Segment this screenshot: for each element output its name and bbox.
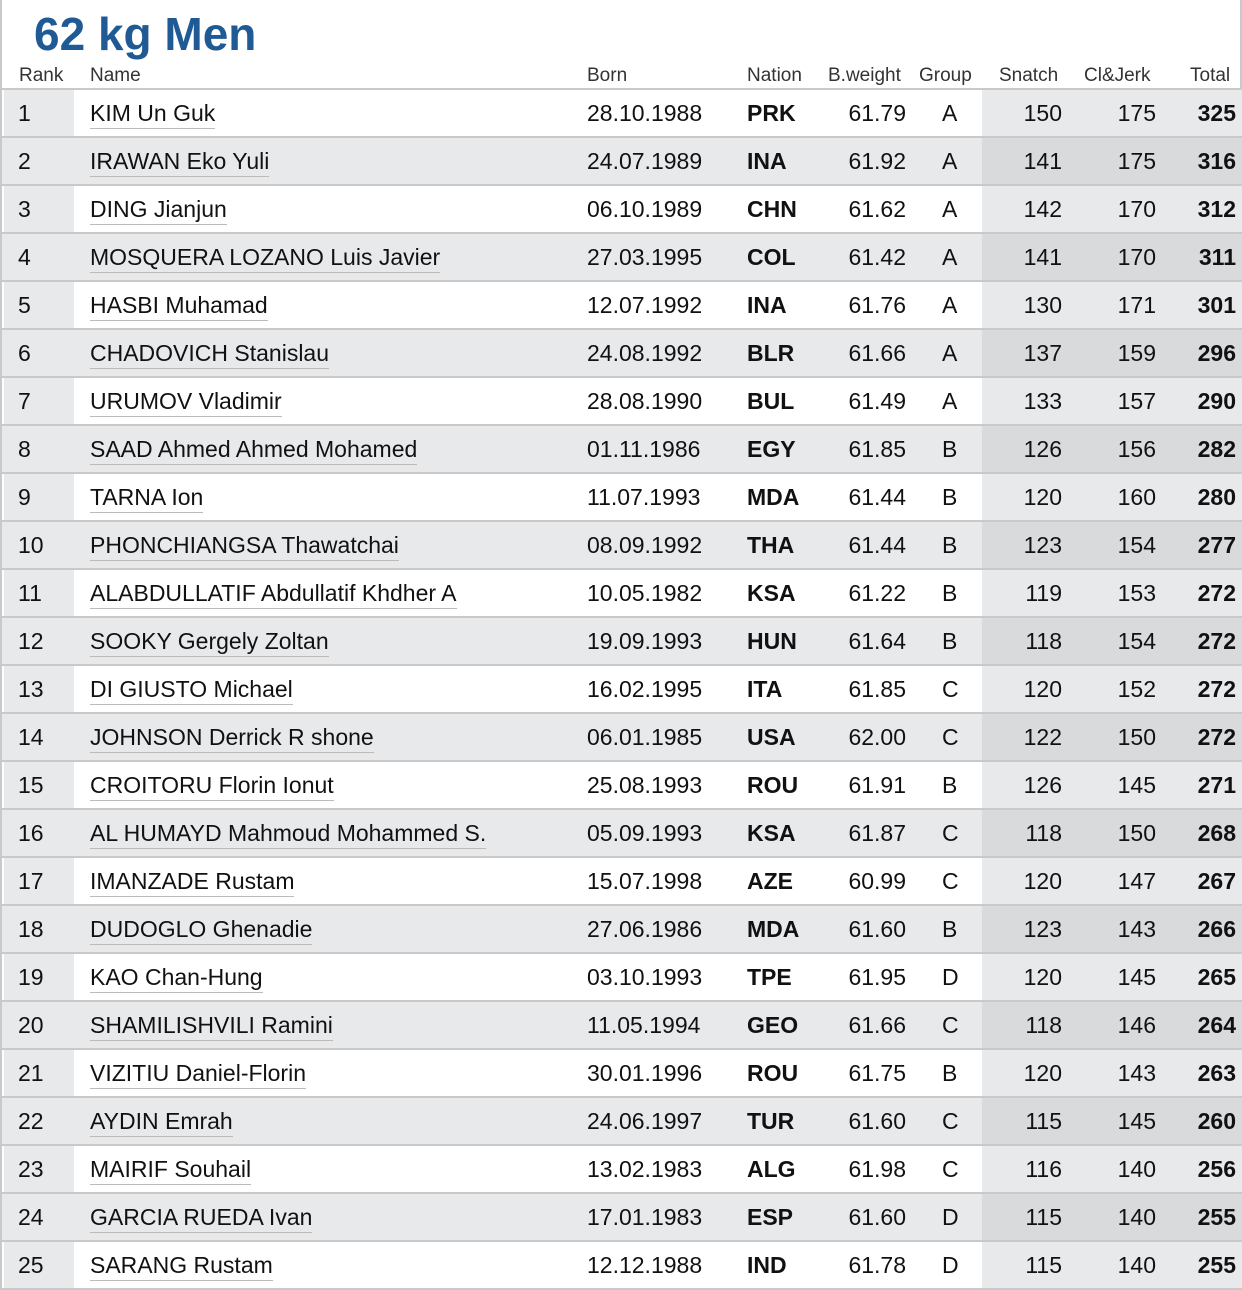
cell-cljerk: 159 [1117,340,1156,366]
cell-nation: ROU [747,1060,799,1086]
cell-bweight: 61.79 [848,100,906,126]
cell-born: 03.10.1993 [587,964,703,990]
cell-total: 316 [1197,148,1236,174]
cell-cljerk: 153 [1117,580,1156,606]
cell-snatch: 115 [1025,1108,1062,1134]
cell-nation: ITA [747,676,783,702]
cell-group: A [942,244,958,270]
cell-cljerk: 154 [1117,532,1156,558]
cell-rank: 7 [18,388,31,414]
table-row [2,330,1242,378]
cell-group: D [942,964,959,990]
cell-snatch: 150 [1023,100,1062,126]
cell-rank: 24 [18,1204,44,1230]
cell-cljerk: 147 [1117,868,1156,894]
cell-snatch: 123 [1023,532,1062,558]
cell-snatch: 142 [1023,196,1062,222]
cell-total: 255 [1197,1204,1236,1230]
table-row [2,1146,1242,1194]
cell-name[interactable]: MOSQUERA LOZANO Luis Javier [90,244,440,273]
cell-name[interactable]: AYDIN Emrah [90,1108,233,1137]
cell-total: 282 [1197,436,1236,462]
table-row [2,1194,1242,1242]
cell-rank: 25 [18,1252,44,1278]
cell-nation: ROU [747,772,799,798]
cell-bweight: 61.76 [848,292,906,318]
cell-nation: INA [747,292,787,318]
table-row [2,1098,1242,1146]
cell-rank: 23 [18,1156,44,1182]
cell-rank: 2 [18,148,31,174]
cell-name[interactable]: KAO Chan-Hung [90,964,263,993]
cell-snatch: 133 [1023,388,1062,414]
table-row [2,618,1242,666]
header-rank: Rank [19,65,64,86]
cell-cljerk: 160 [1117,484,1156,510]
table-row [2,906,1242,954]
cell-cljerk: 156 [1117,436,1156,462]
rank-cell-bg [4,378,74,424]
cell-rank: 18 [18,916,44,942]
header-name: Name [90,65,141,86]
cell-snatch: 137 [1023,340,1062,366]
cell-cljerk: 150 [1117,724,1156,750]
cell-name[interactable]: TARNA Ion [90,484,203,513]
cell-bweight: 62.00 [848,724,906,750]
table-row [2,570,1242,618]
cell-total: 311 [1198,244,1236,270]
cell-born: 12.07.1992 [587,292,703,318]
cell-cljerk: 140 [1117,1252,1156,1278]
table-row [2,378,1242,426]
cell-rank: 6 [18,340,31,366]
cell-snatch: 120 [1023,676,1062,702]
cell-nation: MDA [747,916,800,942]
cell-nation: CHN [747,196,797,222]
table-row [2,1050,1242,1098]
header-nation: Nation [747,65,802,86]
cell-rank: 9 [18,484,31,510]
cell-snatch: 141 [1023,148,1062,174]
cell-bweight: 61.64 [848,628,906,654]
cell-snatch: 118 [1025,628,1062,654]
cell-total: 290 [1197,388,1236,414]
table-row [2,426,1242,474]
cell-nation: EGY [747,436,796,462]
cell-snatch: 116 [1025,1156,1062,1182]
table-row [2,90,1242,138]
rank-cell-bg [4,138,74,184]
cell-nation: MDA [747,484,800,510]
rank-cell-bg [4,186,74,232]
cell-group: C [942,676,959,702]
rank-cell-bg [4,426,74,472]
table-row [2,186,1242,234]
cell-born: 16.02.1995 [587,676,703,702]
cell-total: 301 [1197,292,1236,318]
table-row [2,234,1242,282]
cell-rank: 5 [18,292,31,318]
cell-name[interactable]: IMANZADE Rustam [90,868,294,897]
cell-born: 06.01.1985 [587,724,703,750]
cell-group: C [942,1108,959,1134]
cell-born: 27.03.1995 [587,244,703,270]
cell-rank: 22 [18,1108,44,1134]
cell-bweight: 61.62 [848,196,906,222]
cell-cljerk: 170 [1117,196,1156,222]
cell-born: 30.01.1996 [587,1060,703,1086]
table-header [2,62,1242,90]
cell-group: B [942,628,958,654]
cell-snatch: 141 [1023,244,1062,270]
cell-cljerk: 152 [1117,676,1156,702]
cell-total: 296 [1197,340,1236,366]
cell-name[interactable]: HASBI Muhamad [90,292,268,321]
cell-group: C [942,724,959,750]
cell-cljerk: 143 [1117,1060,1156,1086]
cell-bweight: 60.99 [848,868,906,894]
cell-nation: COL [747,244,796,270]
cell-bweight: 61.75 [848,1060,906,1086]
cell-born: 17.01.1983 [587,1204,703,1230]
table-row [2,666,1242,714]
cell-total: 255 [1197,1252,1236,1278]
cell-bweight: 61.85 [848,436,906,462]
cell-snatch: 122 [1023,724,1062,750]
cell-snatch: 119 [1025,580,1062,606]
cell-born: 12.12.1988 [587,1252,703,1278]
cell-snatch: 118 [1025,1012,1062,1038]
table-row [2,810,1242,858]
cell-group: A [942,292,958,318]
cell-cljerk: 157 [1117,388,1156,414]
cell-born: 24.08.1992 [587,340,703,366]
cell-total: 312 [1197,196,1236,222]
cell-rank: 10 [18,532,44,558]
cell-total: 325 [1197,100,1236,126]
cell-total: 267 [1197,868,1236,894]
header-group: Group [919,65,972,86]
cell-rank: 17 [18,868,44,894]
cell-cljerk: 175 [1117,148,1156,174]
cell-total: 280 [1197,484,1236,510]
cell-cljerk: 143 [1117,916,1156,942]
cell-rank: 15 [18,772,44,798]
cell-total: 263 [1197,1060,1236,1086]
cell-born: 08.09.1992 [587,532,703,558]
cell-cljerk: 145 [1117,1108,1156,1134]
cell-name[interactable]: DING Jianjun [90,196,227,225]
table-row [2,1002,1242,1050]
cell-group: B [942,1060,958,1086]
cell-cljerk: 175 [1117,100,1156,126]
cell-born: 05.09.1993 [587,820,703,846]
cell-snatch: 120 [1023,1060,1062,1086]
cell-group: C [942,1156,959,1182]
rank-cell-bg [4,474,74,520]
cell-group: B [942,772,958,798]
cell-snatch: 130 [1023,292,1062,318]
cell-bweight: 61.44 [848,532,906,558]
cell-name[interactable]: DI GIUSTO Michael [90,676,293,705]
cell-group: B [942,436,958,462]
cell-cljerk: 145 [1117,964,1156,990]
cell-snatch: 120 [1023,964,1062,990]
rank-cell-bg [4,330,74,376]
cell-name[interactable]: KIM Un Guk [90,100,215,129]
rank-cell-bg [4,234,74,280]
cell-total: 266 [1197,916,1236,942]
table-row [2,858,1242,906]
table-row [2,714,1242,762]
cell-born: 06.10.1989 [587,196,703,222]
header-total: Total [1190,65,1231,86]
cell-nation: TUR [747,1108,795,1134]
rank-cell-bg [4,282,74,328]
cell-born: 11.05.1994 [587,1012,701,1038]
cell-name[interactable]: PHONCHIANGSA Thawatchai [90,532,399,561]
cell-rank: 8 [18,436,31,462]
cell-bweight: 61.98 [848,1156,906,1182]
cell-nation: BUL [747,388,795,414]
cell-bweight: 61.91 [848,772,906,798]
cell-cljerk: 146 [1117,1012,1156,1038]
cell-group: A [942,196,958,222]
cell-rank: 1 [18,100,31,126]
cell-snatch: 115 [1025,1252,1062,1278]
cell-rank: 20 [18,1012,44,1038]
cell-nation: ESP [747,1204,794,1230]
cell-rank: 13 [18,676,44,702]
cell-total: 272 [1197,580,1236,606]
cell-total: 277 [1197,532,1236,558]
cell-group: B [942,916,958,942]
cell-group: D [942,1204,959,1230]
cell-nation: KSA [747,820,796,846]
cell-group: D [942,1252,959,1278]
cell-group: A [942,388,958,414]
cell-bweight: 61.87 [848,820,906,846]
cell-total: 264 [1197,1012,1236,1038]
cell-bweight: 61.22 [848,580,906,606]
cell-snatch: 115 [1025,1204,1062,1230]
rank-cell-bg [4,90,74,136]
cell-snatch: 120 [1023,868,1062,894]
cell-nation: TPE [747,964,792,990]
cell-name[interactable]: GARCIA RUEDA Ivan [90,1204,312,1233]
cell-nation: IND [747,1252,787,1278]
cell-nation: AZE [747,868,793,894]
cell-rank: 14 [18,724,44,750]
page-title: 62 kg Men [34,8,257,60]
cell-snatch: 126 [1023,436,1062,462]
cell-nation: THA [747,532,795,558]
cell-bweight: 61.60 [848,1204,906,1230]
header-snatch: Snatch [999,65,1059,86]
cell-cljerk: 171 [1117,292,1156,318]
cell-group: C [942,1012,959,1038]
cell-bweight: 61.78 [848,1252,906,1278]
cell-bweight: 61.85 [848,676,906,702]
cell-group: A [942,100,958,126]
table-row [2,954,1242,1002]
cell-cljerk: 140 [1117,1204,1156,1230]
cell-bweight: 61.60 [848,916,906,942]
cell-name[interactable]: DUDOGLO Ghenadie [90,916,312,945]
cell-rank: 4 [18,244,31,270]
cell-bweight: 61.60 [848,1108,906,1134]
cell-cljerk: 170 [1117,244,1156,270]
cell-total: 256 [1197,1156,1236,1182]
cell-born: 10.05.1982 [587,580,703,606]
cell-snatch: 120 [1023,484,1062,510]
cell-name[interactable]: SAAD Ahmed Ahmed Mohamed [90,436,417,465]
table-row [2,522,1242,570]
cell-snatch: 123 [1023,916,1062,942]
cell-born: 11.07.1993 [587,484,701,510]
table-row [2,282,1242,330]
cell-rank: 19 [18,964,44,990]
cell-born: 28.10.1988 [587,100,703,126]
cell-born: 24.06.1997 [587,1108,703,1134]
cell-group: B [942,484,958,510]
cell-group: A [942,340,958,366]
cell-name[interactable]: URUMOV Vladimir [90,388,282,417]
cell-total: 265 [1197,964,1236,990]
cell-born: 25.08.1993 [587,772,703,798]
table-row [2,762,1242,810]
cell-born: 01.11.1986 [587,436,701,462]
cell-born: 15.07.1998 [587,868,703,894]
cell-name[interactable]: CHADOVICH Stanislau [90,340,329,369]
cell-born: 19.09.1993 [587,628,703,654]
cell-bweight: 61.92 [848,148,906,174]
cell-name[interactable]: IRAWAN Eko Yuli [90,148,269,177]
cell-nation: USA [747,724,796,750]
cell-born: 28.08.1990 [587,388,703,414]
cell-group: C [942,820,959,846]
cell-snatch: 118 [1025,820,1062,846]
cell-rank: 12 [18,628,44,654]
header-born: Born [587,65,628,86]
cell-rank: 3 [18,196,31,222]
cell-name[interactable]: AL HUMAYD Mahmoud Mohammed S. [90,820,486,849]
results-table [2,90,1242,1290]
cell-total: 271 [1197,772,1236,798]
cell-born: 24.07.1989 [587,148,703,174]
cell-name[interactable]: CROITORU Florin Ionut [90,772,334,801]
cell-name[interactable]: SHAMILISHVILI Ramini [90,1012,333,1041]
cell-rank: 16 [18,820,44,846]
cell-bweight: 61.66 [848,340,906,366]
cell-total: 268 [1197,820,1236,846]
cell-snatch: 126 [1023,772,1062,798]
cell-bweight: 61.95 [848,964,906,990]
cell-group: C [942,868,959,894]
header-bweight: B.weight [828,65,901,86]
cell-rank: 11 [18,580,42,606]
cell-name[interactable]: SOOKY Gergely Zoltan [90,628,329,657]
cell-group: B [942,580,958,606]
table-row [2,1242,1242,1290]
cell-name[interactable]: SARANG Rustam [90,1252,273,1281]
cell-total: 272 [1197,628,1236,654]
cell-nation: PRK [747,100,796,126]
cell-group: A [942,148,958,174]
cell-cljerk: 145 [1117,772,1156,798]
cell-bweight: 61.66 [848,1012,906,1038]
cell-bweight: 61.42 [848,244,906,270]
cell-born: 27.06.1986 [587,916,703,942]
cell-name[interactable]: JOHNSON Derrick R shone [90,724,374,753]
cell-total: 272 [1197,724,1236,750]
cell-nation: HUN [747,628,797,654]
cell-born: 13.02.1983 [587,1156,703,1182]
table-row [2,138,1242,186]
cell-name[interactable]: ALABDULLATIF Abdullatif Khdher A [90,580,457,609]
cell-bweight: 61.49 [848,388,906,414]
cell-cljerk: 150 [1117,820,1156,846]
cell-group: B [942,532,958,558]
header-cljerk: Cl&Jerk [1084,65,1151,86]
cell-total: 260 [1197,1108,1236,1134]
cell-name[interactable]: VIZITIU Daniel-Florin [90,1060,306,1089]
cell-cljerk: 154 [1117,628,1156,654]
cell-nation: KSA [747,580,796,606]
cell-nation: BLR [747,340,795,366]
cell-rank: 21 [18,1060,44,1086]
table-row [2,474,1242,522]
cell-name[interactable]: MAIRIF Souhail [90,1156,251,1185]
cell-nation: GEO [747,1012,799,1038]
cell-cljerk: 140 [1117,1156,1156,1182]
cell-bweight: 61.44 [848,484,906,510]
cell-nation: INA [747,148,787,174]
cell-nation: ALG [747,1156,796,1182]
cell-total: 272 [1197,676,1236,702]
